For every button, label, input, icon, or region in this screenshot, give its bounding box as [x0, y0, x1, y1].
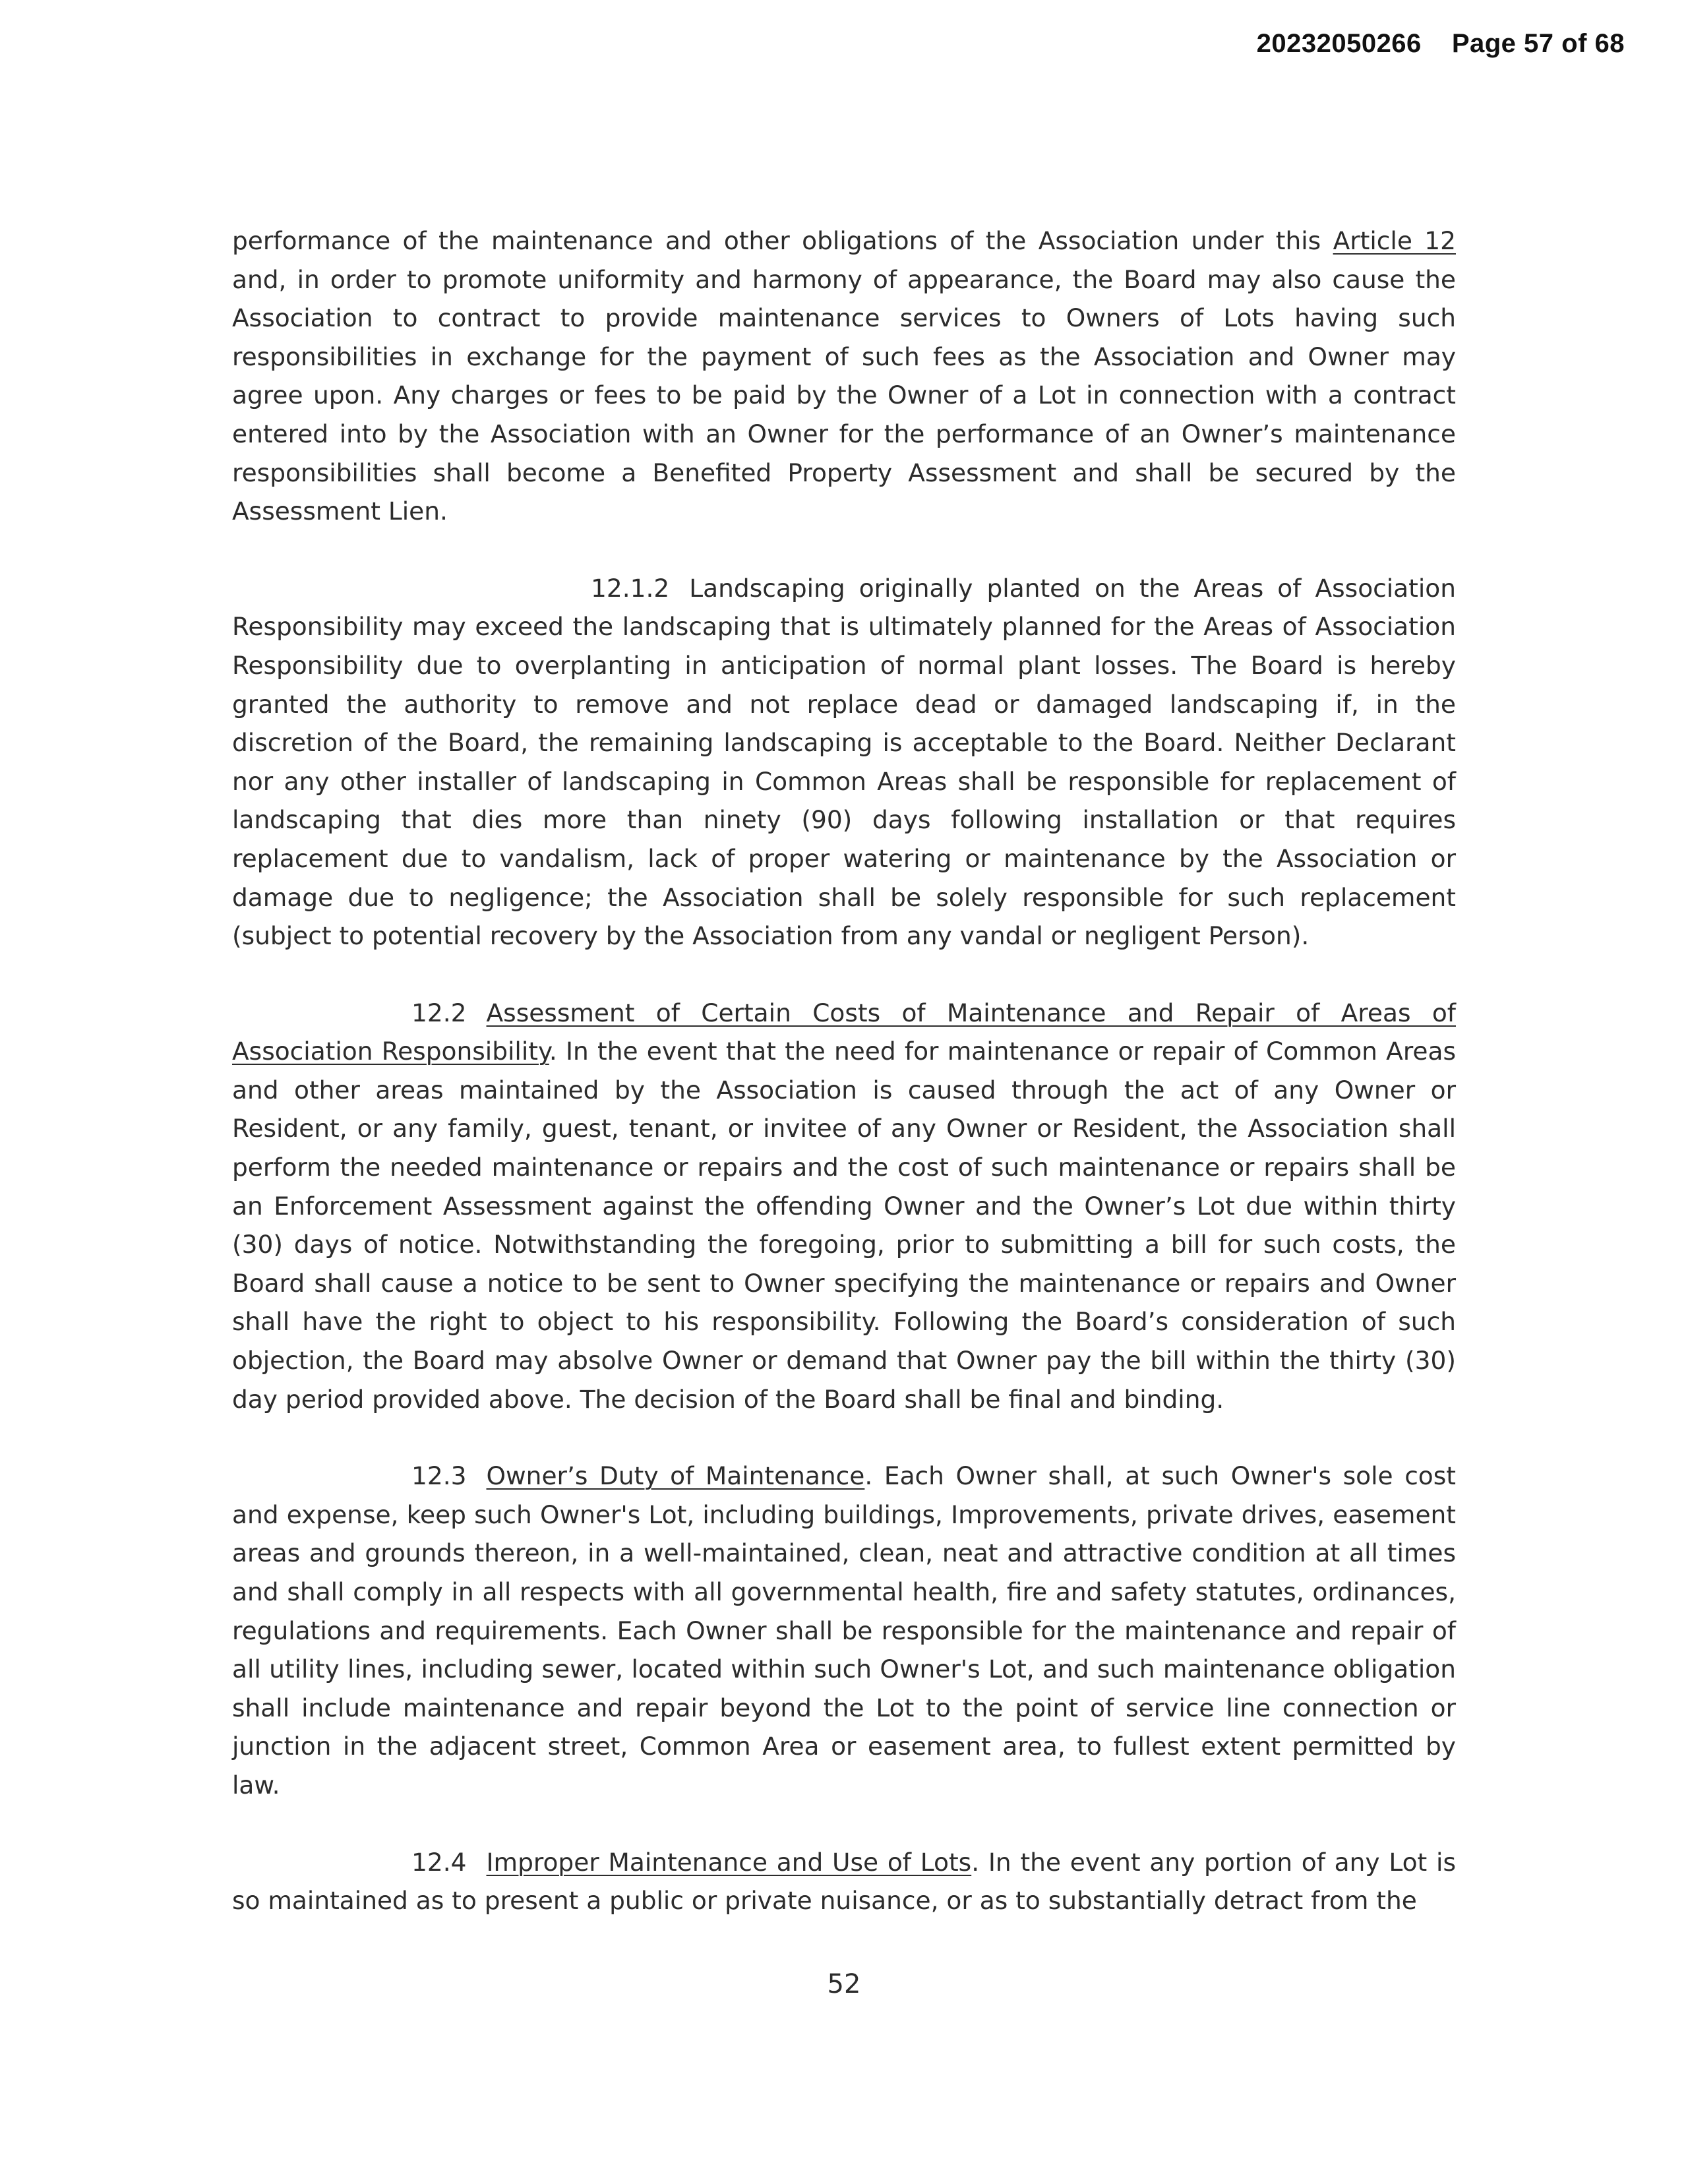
- paragraph-12-1-2: [232, 569, 1456, 956]
- section-heading: Improper Maintenance and Use of Lots: [486, 1847, 972, 1877]
- recording-header: [1257, 29, 1625, 59]
- paragraph-continuation: [232, 222, 1456, 531]
- section-number: 12.3: [411, 1461, 467, 1491]
- section-heading: Assessment of Certain Costs of Maintenance and Repair of Areas of Association Responsibility: [232, 998, 1456, 1066]
- paragraph-text: Landscaping originally planted on the Areas of Association Responsibility may exceed the landscaping that is ultimately planned for the Areas of Association Responsibility due to overplanting in anticipation of normal plant losses. The Board is hereby granted the authority to remove and not replace dead or damaged landscaping if, in the discretion of the Board, the remaining landscaping is acceptable to the Board. Neither Declarant nor any other installer of landscaping in Common Areas shall be responsible for replacement of landscaping that dies more than ninety (90) days following installation or that requires replacement due to vandalism, lack of proper watering or maintenance by the Association or damage due to negligence; the Association shall be solely responsible for such replacement (subject to potential recovery by the Association from any vandal or negligent Person).: [232, 573, 1456, 951]
- paragraph-text: In the event that the need for maintenance or repair of Common Areas and other areas maintained by the Association is caused through the act of any Owner or Resident, or any family, guest, tenant, or invitee of any Owner or Resident, the Association shall perform the needed maintenance or repairs and the cost of such maintenance or repairs shall be an Enforcement Assessment against the offending Owner and the Owner’s Lot due within thirty (30) days of notice. Notwithstanding the foregoing, prior to submitting a bill for such costs, the Board shall cause a notice to be sent to Owner specifying the maintenance or repairs and Owner shall have the right to object to his responsibility. Following the Board’s consideration of such objection, the Board may absolve Owner or demand that Owner pay the bill within the thirty (30) day period provided above. The decision of the Board shall be final and binding.: [232, 1037, 1457, 1414]
- section-number: 12.4: [411, 1847, 467, 1877]
- recording-number: 20232050266: [1256, 29, 1422, 58]
- page-number: 52: [827, 1969, 861, 1999]
- section-number: 12.2: [411, 998, 467, 1027]
- section-heading: Owner’s Duty of Maintenance: [486, 1461, 865, 1491]
- paragraph-12-3: 12.3 Owner’s Duty of Maintenance. Each Owner shall, at such Owner's sole cost and expense, keep such Owner's Lot, including buildings, Improvements, private drives, easement areas and grounds thereon, in a well-maintained, clean, neat and attractive condition at all times and shall comply in all respects with all governmental health, fire and safety statutes, ordinances, regulations and requirements. Each Owner shall be responsible for the maintenance and repair of all utility lines, including sewer, located within such Owner's Lot, and such maintenance obligation shall include maintenance and repair beyond the Lot to the point of service line connection or junction in the adjacent street, Common Area or easement area, to fullest extent permitted by law.: [232, 1457, 1456, 1804]
- document-body: [232, 222, 1456, 1958]
- page-label: Page 57 of 68: [1451, 29, 1625, 58]
- paragraph-12-2: 12.2 Assessment of Certain Costs of Maintenance and Repair of Areas of Association Responsibility. In the event that the need for maintenance or repair of Common Areas and other areas maintained by the Association is caused through the act of any Owner or Resident, or any family, guest, tenant, or invitee of any Owner or Resident, the Association shall perform the needed maintenance or repairs and the cost of such maintenance or repairs shall be an Enforcement Assessment against the offending Owner and the Owner’s Lot due within thirty (30) days of notice. Notwithstanding the foregoing, prior to submitting a bill for such costs, the Board shall cause a notice to be sent to Owner specifying the maintenance or repairs and Owner shall have the right to object to his responsibility. Following the Board’s consideration of such objection, the Board may absolve Owner or demand that Owner pay the bill within the thirty (30) day period provided above. The decision of the Board shall be final and binding.: [232, 994, 1456, 1419]
- paragraph-text: performance of the maintenance and other obligations of the Association under this: [232, 226, 1333, 255]
- paragraph-text: In the event any portion of any Lot is so maintained as to present a public or private nuisance, or as to substantially detract from the: [232, 1847, 1456, 1916]
- paragraph-text: Each Owner shall, at such Owner's sole cost and expense, keep such Owner's Lot, including buildings, Improvements, private drives, easement areas and grounds thereon, in a well-maintained, clean, neat and attractive condition at all times and shall comply in all respects with all governmental health, fire and safety statutes, ordinances, regulations and requirements. Each Owner shall be responsible for the maintenance and repair of all utility lines, including sewer, located within such Owner's Lot, and such maintenance obligation shall include maintenance and repair beyond the Lot to the point of service line connection or junction in the adjacent street, Common Area or easement area, to fullest extent permitted by law.: [232, 1461, 1456, 1800]
- article-reference-link: Article 12: [1333, 226, 1456, 255]
- paragraph-12-4: 12.4 Improper Maintenance and Use of Lots. In the event any portion of any Lot is so maintained as to present a public or private nuisance, or as to substantially detract from the: [232, 1843, 1456, 1920]
- paragraph-text: and, in order to promote uniformity and harmony of appearance, the Board may also cause the Association to contract to provide maintenance services to Owners of Lots having such responsibilities in exchange for the payment of such fees as the Association and Owner may agree upon. Any charges or fees to be paid by the Owner of a Lot in connection with a contract entered into by the Association with an Owner for the performance of an Owner’s maintenance responsibilities shall become a Benefited Property Assessment and shall be secured by the Assessment Lien.: [232, 264, 1456, 526]
- section-number: 12.1.2: [591, 573, 670, 603]
